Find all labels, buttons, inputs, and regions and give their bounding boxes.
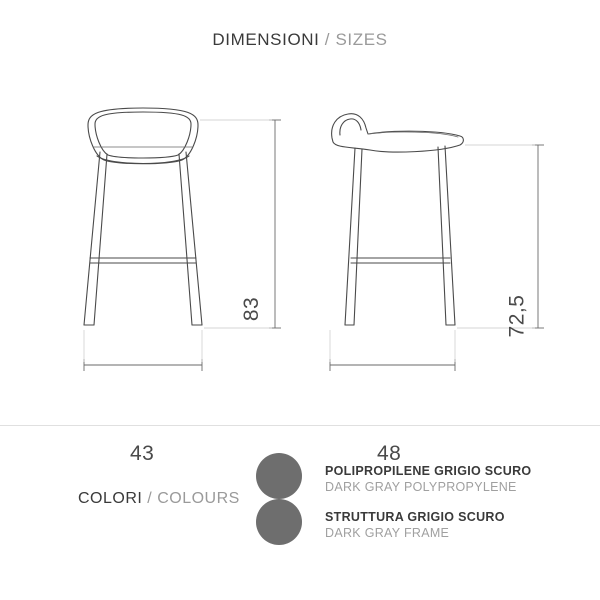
front-view-drawing: [0, 90, 300, 390]
dimension-label-side-width: 48: [377, 442, 402, 465]
side-view-drawing: [300, 90, 600, 390]
dimension-label-front-width: 43: [130, 442, 155, 465]
colours-title-italian: COLORI: [78, 490, 143, 507]
dimension-label-front-height: 83: [240, 296, 264, 322]
dimension-label-side-height: 72,5: [505, 294, 529, 338]
polypropylene-swatch: [256, 453, 302, 499]
frame-swatch-text: [325, 509, 505, 541]
colours-title-english: COLOURS: [157, 490, 240, 507]
page-title-separator: /: [319, 30, 336, 49]
technical-drawings: [0, 90, 600, 465]
polypropylene-label-english: DARK GRAY POLYPROPYLENE: [325, 480, 517, 494]
section-divider: [0, 425, 600, 426]
frame-label-italian: STRUTTURA GRIGIO SCURO: [325, 510, 505, 524]
colours-title-separator: /: [142, 490, 158, 507]
colours-section-title: [78, 490, 240, 508]
polypropylene-label-italian: POLIPROPILENE GRIGIO SCURO: [325, 464, 532, 478]
colours-section: [0, 445, 600, 565]
polypropylene-swatch-text: [325, 463, 531, 495]
frame-swatch: [256, 499, 302, 545]
frame-label-english: DARK GRAY FRAME: [325, 526, 450, 540]
page-title-italian: DIMENSIONI: [212, 30, 320, 49]
page-title: [0, 30, 600, 50]
page-title-english: SIZES: [335, 30, 388, 49]
